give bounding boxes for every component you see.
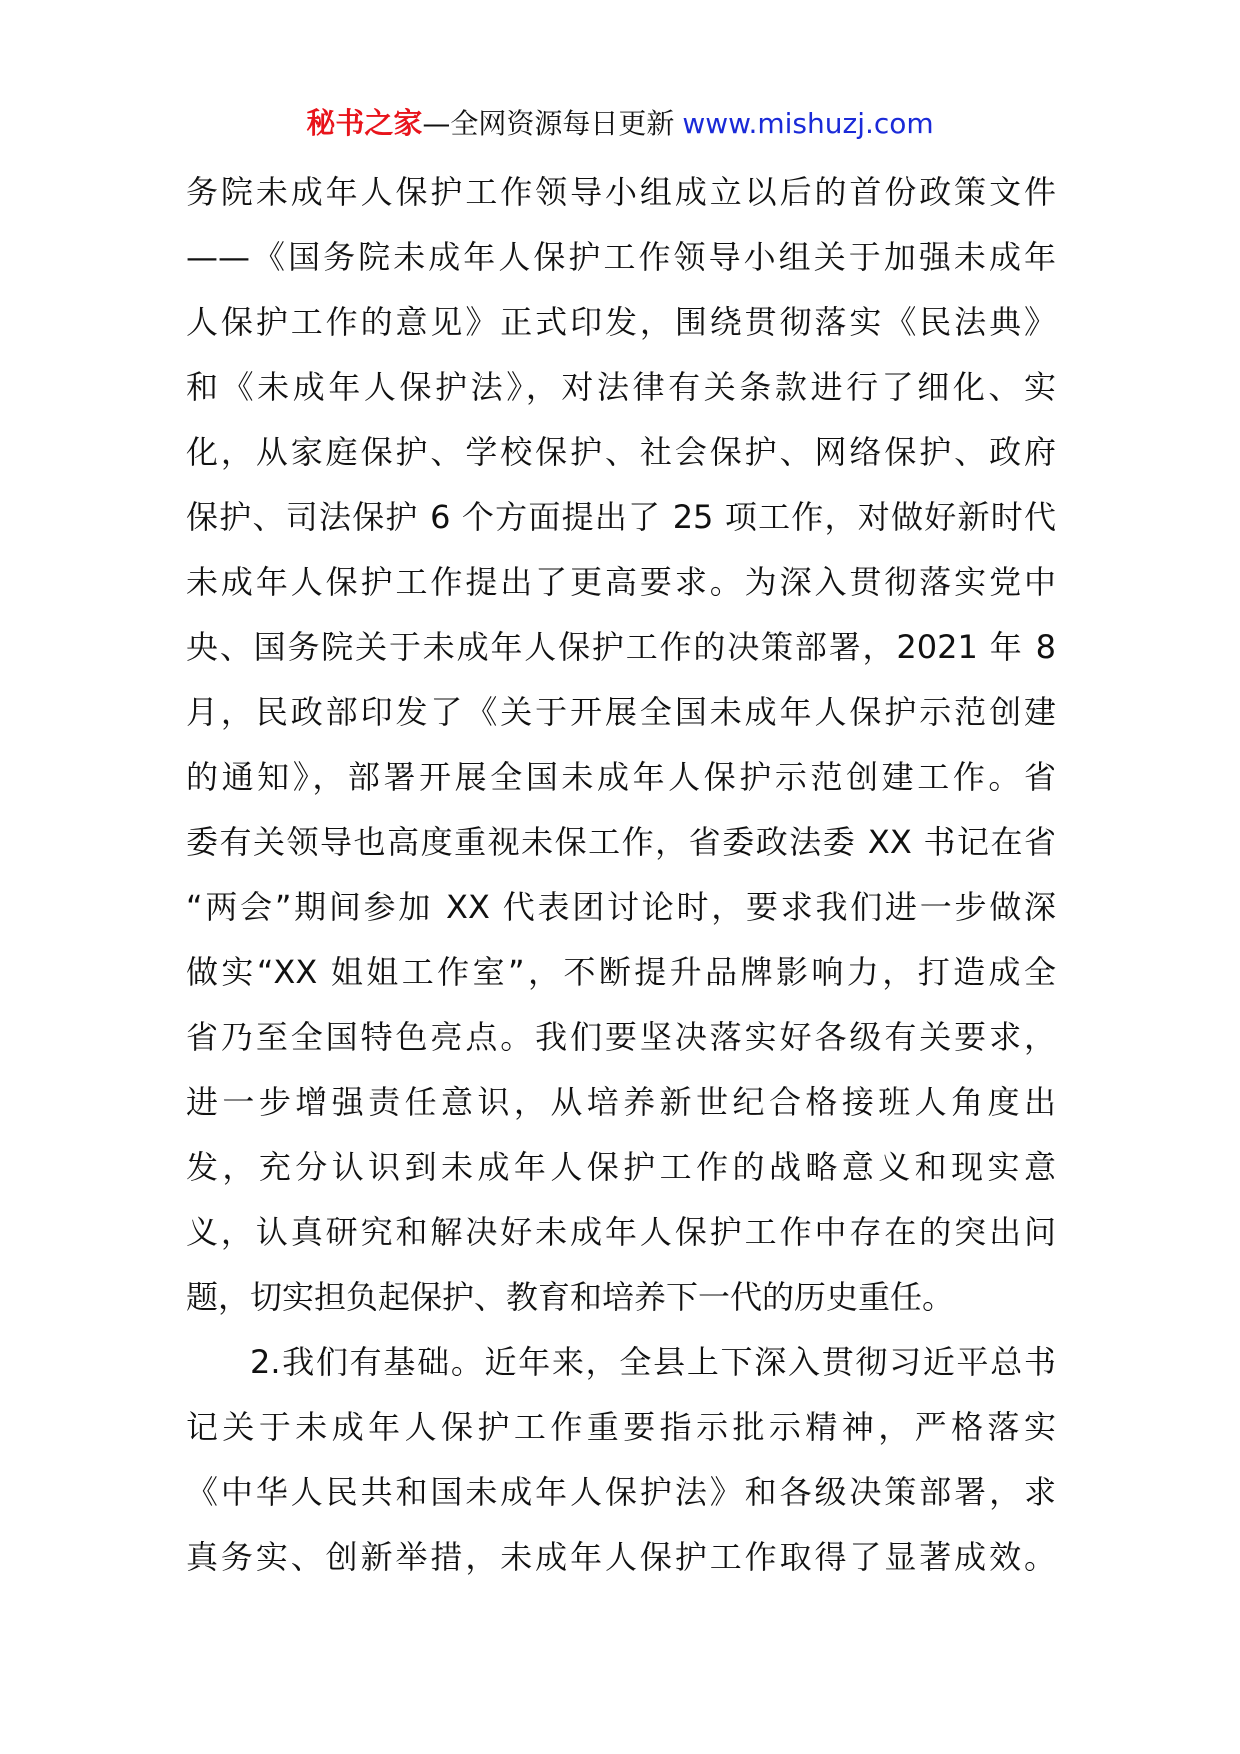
text-line: 义，认真研究和解决好未成年人保护工作中存在的突出问 [186, 1213, 1056, 1251]
paragraph-first-line: 2.我们有基础。近年来，全县上下深入贯彻习近平总书 [250, 1343, 1056, 1381]
text-line: 委有关领导也高度重视未保工作，省委政法委 XX 书记在省 [186, 823, 1056, 861]
text-line: 未成年人保护工作提出了更高要求。为深入贯彻落实党中 [186, 563, 1056, 601]
text-line: 务院未成年人保护工作领导小组成立以后的首份政策文件 [186, 173, 1056, 211]
text-line: 记关于未成年人保护工作重要指示批示精神，严格落实 [186, 1408, 1056, 1446]
text-line: 《中华人民共和国未成年人保护法》和各级决策部署，求 [186, 1473, 1056, 1511]
brand-name: 秘书之家 [306, 106, 423, 140]
text-line: 的通知》，部署开展全国未成年人保护示范创建工作。省 [186, 758, 1056, 796]
text-line: ——《国务院未成年人保护工作领导小组关于加强未成年 [186, 238, 1056, 276]
text-line: 化，从家庭保护、学校保护、社会保护、网络保护、政府 [186, 433, 1056, 471]
text-line: 做实“XX 姐姐工作室”，不断提升品牌影响力，打造成全 [186, 953, 1056, 991]
website-link[interactable]: www.mishuzj.com [682, 107, 934, 140]
paragraph-last-line: 题，切实担负起保护、教育和培养下一代的历史重任。 [186, 1278, 955, 1316]
text-line: 省乃至全国特色亮点。我们要坚决落实好各级有关要求， [186, 1018, 1056, 1056]
text-line: 月，民政部印发了《关于开展全国未成年人保护示范创建 [186, 693, 1056, 731]
text-line: 人保护工作的意见》正式印发，围绕贯彻落实《民法典》 [186, 303, 1056, 341]
text-line: 和《未成年人保护法》，对法律有关条款进行了细化、实 [186, 368, 1056, 406]
text-line: “两会”期间参加 XX 代表团讨论时，要求我们进一步做深 [186, 888, 1056, 926]
text-line: 保护、司法保护 6 个方面提出了 25 项工作，对做好新时代 [186, 498, 1056, 536]
text-line: 真务实、创新举措，未成年人保护工作取得了显著成效。 [186, 1538, 1056, 1576]
page-header [0, 103, 1240, 144]
text-line: 发，充分认识到未成年人保护工作的战略意义和现实意 [186, 1148, 1056, 1186]
text-line: 进一步增强责任意识，从培养新世纪合格接班人角度出 [186, 1083, 1056, 1121]
text-line: 央、国务院关于未成年人保护工作的决策部署，2021 年 8 [186, 628, 1056, 666]
body-text [186, 160, 1056, 1590]
header-slogan: —全网资源每日更新 [422, 107, 675, 140]
